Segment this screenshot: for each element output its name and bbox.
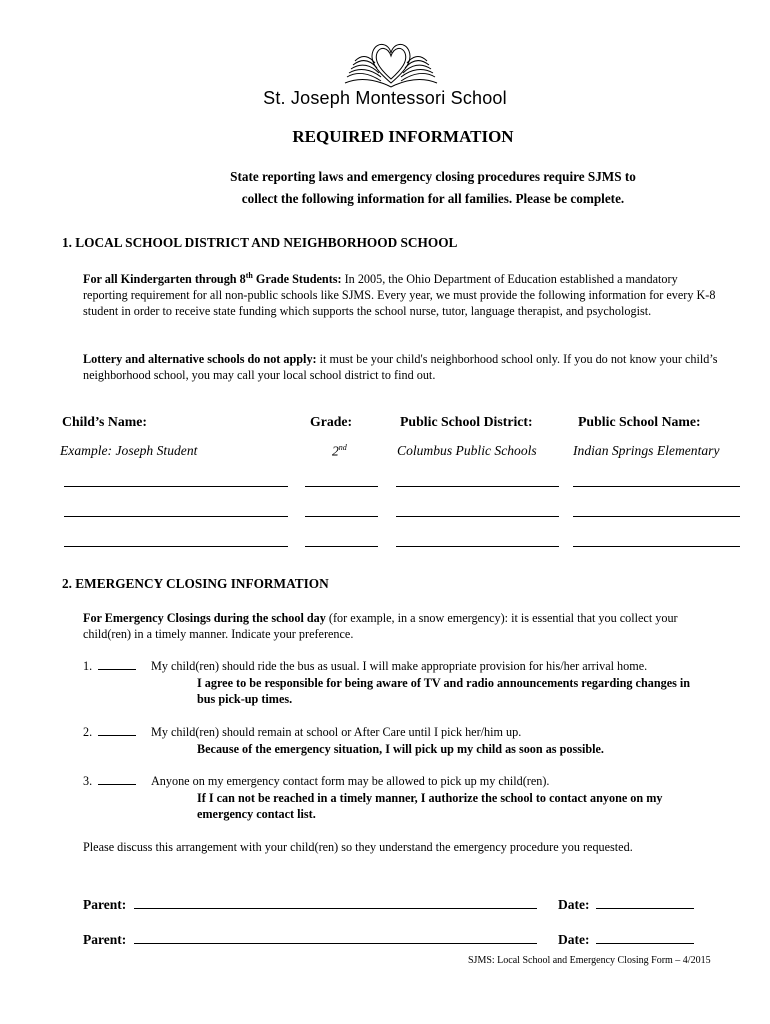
grade-field-3[interactable] xyxy=(305,546,378,548)
school-name-field-2[interactable] xyxy=(573,516,740,518)
header-district: Public School District: xyxy=(400,414,533,429)
district-field-3[interactable] xyxy=(396,546,559,548)
header-school-name: Public School Name: xyxy=(578,414,701,429)
option-3-blank[interactable] xyxy=(98,773,136,785)
p2-bold: Lottery and alternative schools do not apply: xyxy=(83,352,317,366)
closing-text: Please discuss this arrangement with your child(ren) so they understand the emergency procedure you requested. xyxy=(83,840,633,854)
date-field-2[interactable] xyxy=(596,931,694,944)
option-2-blank[interactable] xyxy=(98,724,136,736)
district-field-1[interactable] xyxy=(396,486,559,488)
intro-line-2: collect the following information for all families. Please be complete. xyxy=(241,191,625,206)
school-name-field-3[interactable] xyxy=(573,546,740,548)
option-3-number xyxy=(83,773,136,789)
section2-intro xyxy=(83,610,723,642)
option-1-num: 1. xyxy=(83,659,93,673)
option-3-num: 3. xyxy=(83,774,93,788)
parent-signature-field-1[interactable] xyxy=(134,896,537,909)
p1-bold-a: For all Kindergarten through 8 xyxy=(83,272,246,287)
example-grade-sup: nd xyxy=(338,443,347,452)
example-district: Columbus Public Schools xyxy=(397,443,537,458)
form-title: REQUIRED INFORMATION xyxy=(292,127,514,146)
option-2-num: 2. xyxy=(83,725,93,739)
s2-intro-rest: (for example, in a snow emergency): it is essential that you collect your child(ren) in a timely manner. Indicate your preference. xyxy=(83,611,678,641)
child-name-field-2[interactable] xyxy=(64,516,288,518)
option-1-blank[interactable] xyxy=(98,658,136,670)
date-label-1: Date: xyxy=(558,897,590,912)
school-name-field-1[interactable] xyxy=(573,486,740,488)
district-field-2[interactable] xyxy=(396,516,559,518)
example-grade-num: 2 xyxy=(332,443,339,459)
p1-bold-b: Grade Students: xyxy=(252,272,342,287)
section1-heading: 1. LOCAL SCHOOL DISTRICT AND NEIGHBORHOOD SCHOOL xyxy=(62,235,458,250)
p1-rest: In 2005, the Ohio Department of Education established a mandatory reporting requirement for all non-public schools like SJMS. Every year, we must provide the following information for every K-8 student in order to receive state funding which supports the school nurse, tutor, language therapist, and psychologist. xyxy=(83,272,716,319)
option-2-text: My child(ren) should remain at school or After Care until I pick her/him up. xyxy=(151,725,522,739)
option-1-bold: I agree to be responsible for being aware of TV and radio announcements regarding changes in bus pick-up times. xyxy=(197,676,691,706)
option-1-text: My child(ren) should ride the bus as usual. I will make appropriate provision for his/her arrival home. xyxy=(151,659,648,673)
grade-field-2[interactable] xyxy=(305,516,378,518)
child-name-field-3[interactable] xyxy=(64,546,288,548)
option-1-number xyxy=(83,658,136,674)
option-3-text: Anyone on my emergency contact form may be allowed to pick up my child(ren). xyxy=(151,774,550,788)
date-label-2: Date: xyxy=(558,932,590,947)
intro-line-1: State reporting laws and emergency closing procedures require SJMS to xyxy=(230,169,636,184)
parent-signature-row-2 xyxy=(83,931,537,948)
header-child-name: Child’s Name: xyxy=(62,414,147,429)
parent-label-2: Parent: xyxy=(83,932,127,947)
example-grade xyxy=(332,443,347,460)
header-grade: Grade: xyxy=(310,414,353,429)
parent-label-1: Parent: xyxy=(83,897,127,912)
option-2-bold: Because of the emergency situation, I will pick up my child as soon as possible. xyxy=(197,742,604,756)
date-field-1[interactable] xyxy=(596,896,694,909)
intro-text xyxy=(0,166,770,210)
p1-sup: th xyxy=(245,271,253,280)
school-name: St. Joseph Montessori School xyxy=(263,88,507,108)
section2-heading: 2. EMERGENCY CLOSING INFORMATION xyxy=(62,576,329,591)
grade-field-1[interactable] xyxy=(305,486,378,488)
s2-intro-bold: For Emergency Closings during the school day xyxy=(83,611,326,625)
child-name-field-1[interactable] xyxy=(64,486,288,488)
date-row-1 xyxy=(558,896,694,913)
parent-signature-row-1 xyxy=(83,896,537,913)
option-2-number xyxy=(83,724,136,740)
p2-rest: it must be your child's neighborhood school only. If you do not know your child’s neighborhood school, you may call your local school district to find out. xyxy=(83,352,718,382)
date-row-2 xyxy=(558,931,694,948)
parent-signature-field-2[interactable] xyxy=(134,931,537,944)
school-logo xyxy=(337,35,445,95)
example-name: Example: Joseph Student xyxy=(60,443,198,458)
option-3-bold: If I can not be reached in a timely manner, I authorize the school to contact anyone on my emergency contact list. xyxy=(197,791,663,821)
form-footer: SJMS: Local School and Emergency Closing Form – 4/2015 xyxy=(468,955,711,966)
example-school: Indian Springs Elementary xyxy=(573,443,720,458)
section1-paragraph-1 xyxy=(83,268,723,319)
section1-paragraph-2 xyxy=(83,351,723,383)
